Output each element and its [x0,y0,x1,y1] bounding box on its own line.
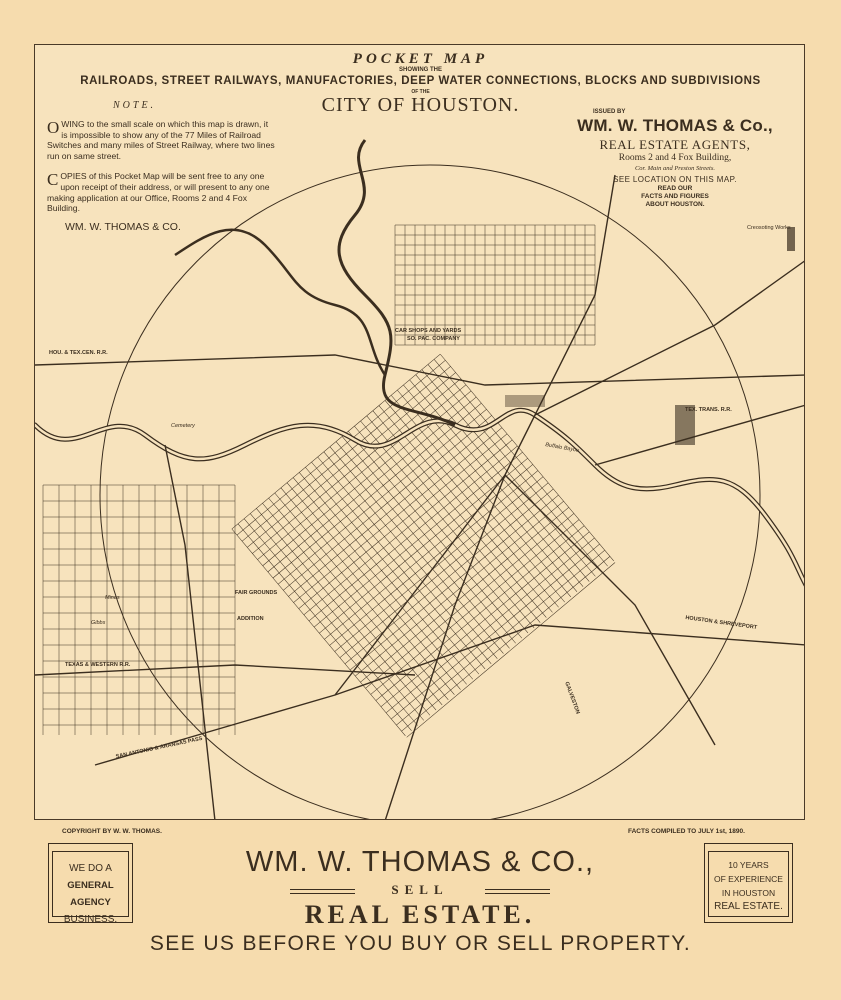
issuer-rooms: Rooms 2 and 4 Fox Building, [618,153,732,163]
right-box-line-4: REAL ESTATE. [714,901,783,912]
car-shops-block [505,395,545,407]
label-addition: ADDITION [237,616,264,622]
railroad-line [505,475,715,745]
label-tex-trans: TEX. TRANS. R.R. [685,407,732,413]
note-para-2-text: OPIES of this Pocket Map will be sent free to any one upon receipt of their address, or will present to any one making application at our Office, Rooms 2 and 4 Fox Building. [47,171,270,214]
left-box-line-2: GENERAL AGENCY [67,880,114,908]
label-hou-tex-cen: HOU. & TEX.CEN. R.R. [49,350,108,356]
right-box-line-3: IN HOUSTON [721,888,776,898]
issuer-corner: Cor. Main and Preston Streets. [634,165,716,172]
general-agency-box [48,843,133,923]
right-box-line-2: OF EXPERIENCE [714,874,783,884]
label-mines: Mines [105,595,120,601]
footer-sell: SELL [391,882,449,897]
label-gibbs: Gibbs [91,620,106,626]
label-buffalo-bayou: Buffalo Bayou [544,442,580,454]
facts-and-figures: FACTS AND FIGURES [641,193,709,200]
copyright: COPYRIGHT BY W. W. THOMAS. [62,828,162,835]
note-dropcap-2: C [47,170,59,190]
map-frame [34,44,805,820]
map-showing-the: SHOWING THE [399,67,442,73]
label-creosoting: Creosoting Works [747,225,791,231]
read-our: READ OUR [657,185,693,192]
white-oak-bayou [339,140,455,425]
label-cemetery: Cemetery [171,423,195,429]
facts-compiled: FACTS COMPILED TO JULY 1st, 1890. [628,828,745,835]
downtown-street-grid [232,354,615,737]
note-heading: NOTE. [113,100,157,111]
read-our-facts [615,185,735,209]
railroad-line [595,405,805,465]
experience-box [704,843,793,923]
left-box-line-1: WE DO A [69,863,112,874]
footer-real-estate: REAL ESTATE. [304,900,536,929]
note-paragraph-2 [47,171,275,213]
about-houston: ABOUT HOUSTON. [645,201,705,208]
general-agency-inner [52,851,129,925]
left-box-line-3: BUSINESS. [63,914,118,925]
map-of-the: OF THE [411,89,430,95]
map-city-name: CITY OF HOUSTON. [321,94,520,116]
note-dropcap-1: O [47,118,60,137]
map-subtitle: RAILROADS, STREET RAILWAYS, MANUFACTORIES, DEEP WATER CONNECTIONS, BLOCKS AND SUBDIVISIONS [80,75,761,87]
issuer-firm: WM. W. THOMAS & Co., [577,116,773,135]
label-fair-grounds: FAIR GROUNDS [235,590,278,596]
note-paragraph-1 [47,119,275,161]
street-line [238,524,412,731]
little-white-oak-bayou [175,230,385,375]
see-location: SEE LOCATION ON THIS MAP. [613,175,737,184]
label-galveston: GALVESTON [563,681,581,715]
street-line [250,514,424,721]
right-box-line-1: 10 YEARS [728,860,769,870]
issuer-agents: REAL ESTATE AGENTS, [599,137,751,152]
label-texas-western: TEXAS & WESTERN R.R. [65,662,131,668]
label-so-pac: SO. PAC. COMPANY [407,336,460,342]
issued-by: ISSUED BY [593,109,626,115]
note-text [47,119,275,214]
label-san-antonio: SAN ANTONIO & ARANSAS PASS [115,735,203,761]
street-line [232,529,406,736]
experience-inner [708,851,789,917]
note-signature: WM. W. THOMAS & CO. [65,221,181,233]
city-limit-circle [100,165,760,820]
railroad-line [385,475,505,820]
footer-firm: WM. W. THOMAS & CO., [245,846,595,878]
map-title: POCKET MAP [352,51,489,67]
footer-tagline: SEE US BEFORE YOU BUY OR SELL PROPERTY. [149,932,692,955]
note-para-1-text: WING to the small scale on which this map is drawn, it is impossible to show any of the 77 Miles of Railroad Switches and many miles of Street Railway, where two lines run on same street. [47,119,275,161]
street-line [262,503,436,710]
railroad-line [535,260,805,415]
railroad-line [35,355,805,385]
label-car-shops: CAR SHOPS AND YARDS [395,328,462,334]
label-houston-shreveport: HOUSTON & SHREVEPORT [684,614,758,632]
